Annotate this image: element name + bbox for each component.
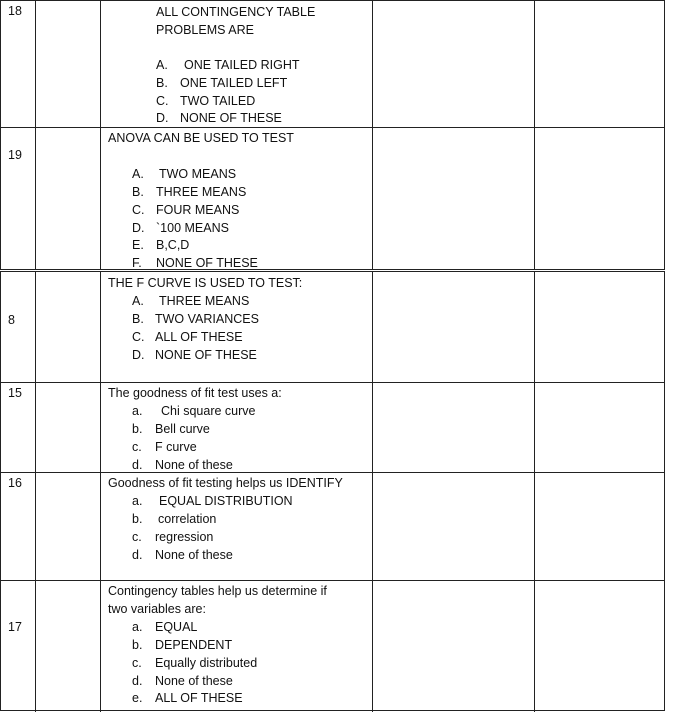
- answer-option: E. B,C,D: [132, 238, 190, 252]
- question-row-15: [1, 382, 664, 472]
- question-number: 16: [8, 476, 22, 490]
- answer-option: B. ONE TAILED LEFT: [156, 76, 288, 90]
- answer-option: b. correlation: [132, 512, 217, 526]
- quiz-table-bottom: [0, 271, 665, 711]
- answer-option: d. None of these: [132, 548, 233, 562]
- question-row-19: [1, 127, 664, 269]
- question-row-8: [1, 272, 664, 382]
- answer-option: A. THREE MEANS: [132, 294, 250, 308]
- question-prompt: The goodness of fit test uses a:: [108, 386, 282, 400]
- answer-option: C. TWO TAILED: [156, 94, 256, 108]
- question-prompt: ANOVA CAN BE USED TO TEST: [108, 131, 294, 145]
- answer-option: b. Bell curve: [132, 422, 210, 436]
- question-number: 17: [8, 620, 22, 634]
- question-row-16: [1, 472, 664, 580]
- question-number: 18: [8, 4, 22, 18]
- answer-option: d. None of these: [132, 458, 233, 472]
- answer-option: B. TWO VARIANCES: [132, 312, 259, 326]
- answer-option: D. `100 MEANS: [132, 221, 229, 235]
- answer-option: A. ONE TAILED RIGHT: [156, 58, 300, 72]
- answer-option: b. DEPENDENT: [132, 638, 233, 652]
- question-row-17: [1, 580, 664, 712]
- answer-option: a. Chi square curve: [132, 404, 256, 418]
- question-prompt: ALL CONTINGENCY TABLE PROBLEMS ARE: [156, 5, 316, 37]
- question-prompt: Goodness of fit testing helps us IDENTIFY: [108, 476, 343, 490]
- answer-option: c. regression: [132, 530, 214, 544]
- question-number: 19: [8, 148, 22, 162]
- question-number: 8: [8, 313, 15, 327]
- answer-option: C. ALL OF THESE: [132, 330, 243, 344]
- answer-option: a. EQUAL: [132, 620, 198, 634]
- question-prompt: THE F CURVE IS USED TO TEST:: [108, 276, 303, 290]
- question-prompt: Contingency tables help us determine if two variables are:: [108, 584, 327, 616]
- answer-option: d. None of these: [132, 674, 233, 688]
- question-number: 15: [8, 386, 22, 400]
- quiz-table-top: [0, 0, 665, 270]
- answer-option: D. NONE OF THESE: [156, 111, 282, 125]
- answer-option: C. FOUR MEANS: [132, 203, 240, 217]
- answer-option: A. TWO MEANS: [132, 167, 237, 181]
- question-row-18: [1, 1, 664, 127]
- answer-option: F. NONE OF THESE: [132, 256, 258, 270]
- answer-option: c. Equally distributed: [132, 656, 258, 670]
- answer-option: D. NONE OF THESE: [132, 348, 257, 362]
- answer-option: B. THREE MEANS: [132, 185, 247, 199]
- answer-option: a. EQUAL DISTRIBUTION: [132, 494, 293, 508]
- answer-option: e. ALL OF THESE: [132, 691, 243, 705]
- answer-option: c. F curve: [132, 440, 197, 454]
